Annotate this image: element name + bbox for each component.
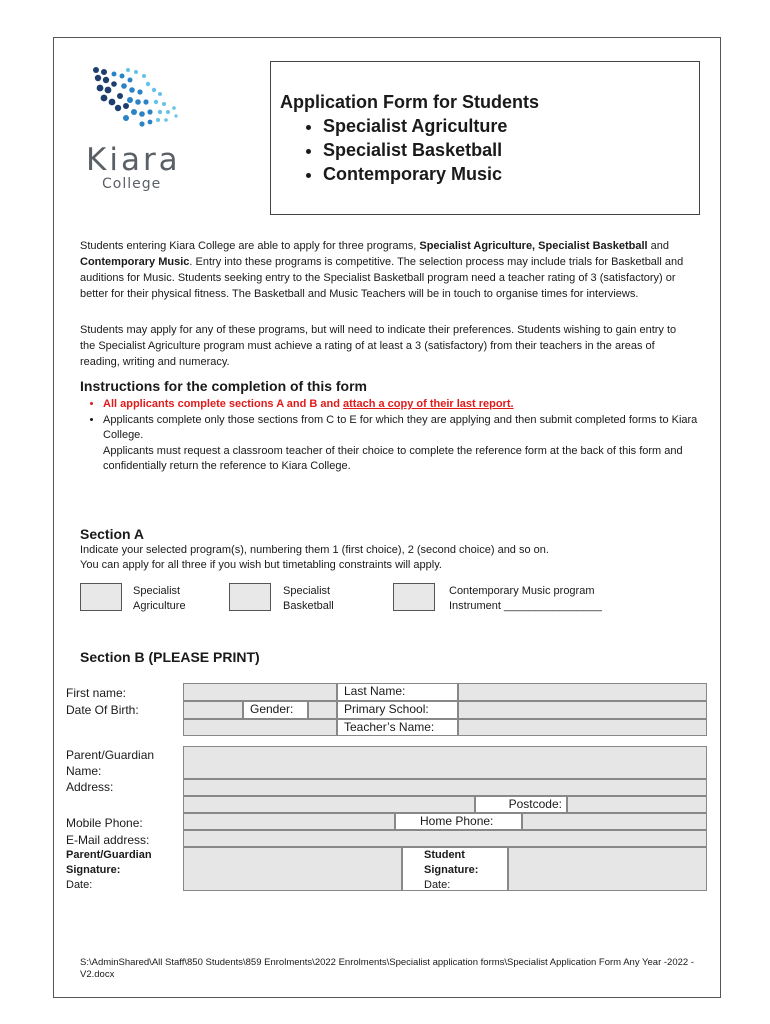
label-text: Signature: bbox=[66, 864, 121, 876]
instructions-heading: Instructions for the completion of this form bbox=[80, 378, 367, 394]
footer-path: S:\AdminShared\All Staff\850 Students\859 Enrolments\2022 Enrolments\Specialist application forms\Specialist Application Form Any Year -2022 - V2.docx bbox=[80, 957, 694, 980]
primary-school-field[interactable] bbox=[458, 701, 707, 719]
last-name-field[interactable] bbox=[458, 683, 707, 701]
program-list bbox=[301, 114, 507, 186]
label-text: Signature: bbox=[424, 864, 479, 876]
date-label: Date: bbox=[66, 879, 93, 891]
label-text: Parent/Guardian bbox=[66, 849, 152, 861]
agriculture-checkbox[interactable] bbox=[80, 583, 122, 611]
label-text: Student bbox=[424, 849, 465, 861]
first-name-field[interactable] bbox=[183, 683, 337, 701]
program-item: • Specialist Agriculture bbox=[323, 114, 507, 138]
college-logo bbox=[84, 62, 194, 202]
address-label: Address: bbox=[66, 780, 114, 794]
primary-school-label: Primary School: bbox=[337, 701, 458, 719]
section-a-line-1: Indicate your selected program(s), numbering them 1 (first choice), 2 (second choice) and so on. bbox=[80, 544, 549, 556]
instruction-text: Applicants must request a classroom teacher of their choice to complete the reference form at the back of this form and confidentially return the reference to Kiara College. bbox=[103, 444, 683, 472]
logo-name: Kiara bbox=[86, 142, 181, 178]
music-checkbox[interactable] bbox=[393, 583, 435, 611]
option-text: Specialist bbox=[283, 585, 331, 597]
form-title: Application Form for Students bbox=[280, 92, 539, 112]
blank-cell bbox=[183, 719, 337, 736]
student-signature-label bbox=[402, 847, 508, 891]
title-box bbox=[270, 61, 700, 215]
parent-signature-label bbox=[66, 848, 152, 893]
gender-label: Gender: bbox=[243, 701, 308, 719]
basketball-label bbox=[283, 584, 334, 614]
intro-text: and bbox=[647, 240, 670, 252]
intro-bold: Specialist Agriculture, Specialist Basketball bbox=[419, 240, 648, 252]
section-a-heading: Section A bbox=[80, 526, 145, 542]
home-phone-field[interactable] bbox=[522, 813, 707, 830]
section-a-line-2: You can apply for all three if you wish but timetabling constraints will apply. bbox=[80, 559, 442, 571]
mobile-field[interactable] bbox=[183, 813, 395, 830]
agriculture-label bbox=[133, 584, 186, 614]
section-b-heading: Section B (PLEASE PRINT) bbox=[80, 649, 260, 665]
home-phone-label: Home Phone: bbox=[395, 813, 522, 830]
teachers-name-label: Teacher’s Name: bbox=[337, 719, 458, 736]
label-text: Name: bbox=[66, 764, 102, 778]
intro-bold: Contemporary Music bbox=[80, 256, 190, 268]
music-label bbox=[449, 584, 602, 614]
gender-field[interactable] bbox=[308, 701, 337, 719]
logo-subtitle: College bbox=[102, 176, 162, 192]
first-name-label: First name: bbox=[66, 686, 127, 700]
intro-paragraph-1 bbox=[80, 238, 692, 302]
postcode-field[interactable] bbox=[567, 796, 707, 813]
option-text: Basketball bbox=[283, 600, 334, 612]
email-field[interactable] bbox=[183, 830, 707, 847]
instruction-text: Applicants complete only those sections from C to E for which they are applying and then submit completed forms to Kiara College. bbox=[103, 413, 698, 441]
teachers-name-field[interactable] bbox=[458, 719, 707, 736]
date-label: Date: bbox=[424, 879, 451, 891]
postcode-label: Postcode: bbox=[475, 796, 567, 813]
last-name-label: Last Name: bbox=[337, 683, 458, 701]
basketball-checkbox[interactable] bbox=[229, 583, 271, 611]
option-text: Contemporary Music program bbox=[449, 585, 595, 597]
instructions-list bbox=[88, 397, 703, 475]
instrument-field[interactable]: Instrument ________________ bbox=[449, 600, 602, 612]
dob-field[interactable] bbox=[183, 701, 243, 719]
instruction-text: All applicants complete sections A and B and bbox=[103, 398, 344, 410]
intro-paragraph-2: Students may apply for any of these programs, but will need to indicate their preferences. Students wishing to gain entry to the Specialist Agriculture program must achieve a rating of at least a 3 (satisfactory) from their teachers in the areas of reading, writing and numeracy. bbox=[80, 324, 677, 368]
instruction-item bbox=[103, 397, 703, 413]
program-item: • Specialist Basketball bbox=[323, 138, 507, 162]
address-line-2-field[interactable] bbox=[183, 796, 475, 813]
address-field[interactable] bbox=[183, 779, 707, 796]
student-signature-field[interactable] bbox=[508, 847, 707, 891]
dob-label: Date Of Birth: bbox=[66, 703, 139, 717]
option-text: Agriculture bbox=[133, 600, 186, 612]
instruction-item bbox=[103, 413, 703, 475]
mobile-label: Mobile Phone: bbox=[66, 816, 143, 830]
program-item: • Contemporary Music bbox=[323, 162, 507, 186]
parent-name-label bbox=[66, 747, 154, 795]
intro-text: Students entering Kiara College are able to apply for three programs, bbox=[80, 240, 420, 252]
parent-signature-field[interactable] bbox=[183, 847, 402, 891]
option-text: Specialist bbox=[133, 585, 181, 597]
instruction-link-text: attach a copy of their last report. bbox=[343, 398, 514, 410]
email-label: E-Mail address: bbox=[66, 833, 150, 847]
logo-dots-icon bbox=[84, 62, 194, 142]
label-text: Parent/Guardian bbox=[66, 748, 155, 762]
intro-text: . Entry into these programs is competitive. The selection process may include trials for Basketball and auditions for Music. Students seeking entry to the Specialist Basketball program need a teacher rating of 3 (satisfactory) or better for their physical fitness. The Basketball and Music Teachers will be in touch to organise times for interviews. bbox=[80, 256, 684, 300]
parent-name-field[interactable] bbox=[183, 746, 707, 779]
